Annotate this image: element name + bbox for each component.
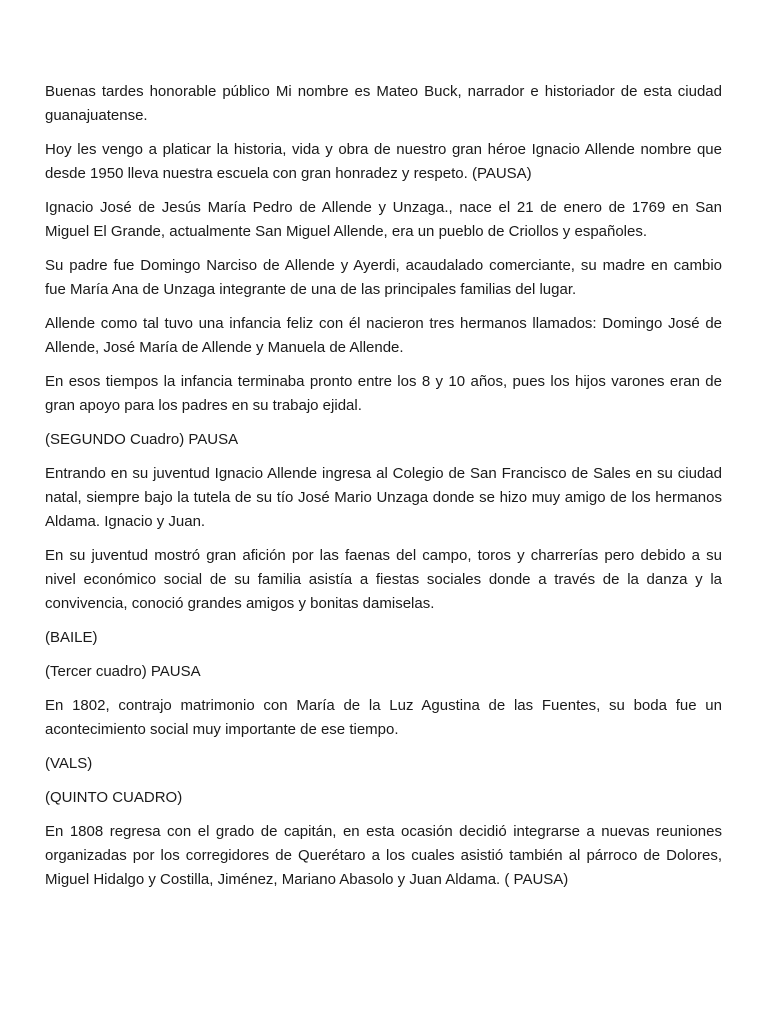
paragraph-childhood: En esos tiempos la infancia terminaba pronto entre los 8 y 10 años, pues los hijos varones eran de gran apoyo para los padres en su trabajo ejidal. xyxy=(45,373,722,414)
paragraph-youth-school: Entrando en su juventud Ignacio Allende ingresa al Colegio de San Francisco de Sales en su ciudad natal, siempre bajo la tutela de su tío José Mario Unzaga donde se hizo muy amigo de los hermanos Aldama. Ignacio y Juan. xyxy=(45,465,722,530)
paragraph-captain: En 1808 regresa con el grado de capitán, en esta ocasión decidió integrarse a nuevas reuniones organizadas por los corregidores de Querétaro a los cuales asistió también al párroco de Dolores, Miguel Hidalgo y Costilla, Jiménez, Mariano Abasolo y Juan Aldama. ( PAUSA) xyxy=(45,823,722,888)
paragraph-birth: Ignacio José de Jesús María Pedro de Allende y Unzaga., nace el 21 de enero de 1769 en San Miguel El Grande, actualmente San Miguel Allende, era un pueblo de Criollos y españoles. xyxy=(45,199,722,240)
paragraph-parents: Su padre fue Domingo Narciso de Allende y Ayerdi, acaudalado comerciante, su madre en cambio fue María Ana de Unzaga integrante de una de las principales familias del lugar. xyxy=(45,257,722,298)
paragraph-intro: Buenas tardes honorable público Mi nombre es Mateo Buck, narrador e historiador de esta ciudad guanajuatense. xyxy=(45,83,722,124)
paragraph-siblings: Allende como tal tuvo una infancia feliz con él nacieron tres hermanos llamados: Domingo José de Allende, José María de Allende y Manuela de Allende. xyxy=(45,315,722,356)
paragraph-stage-direction-fifth: (QUINTO CUADRO) xyxy=(45,789,183,806)
paragraph-marriage: En 1802, contrajo matrimonio con María de la Luz Agustina de las Fuentes, su boda fue un acontecimiento social muy importante de ese tiempo. xyxy=(45,697,722,738)
paragraph-topic: Hoy les vengo a platicar la historia, vida y obra de nuestro gran héroe Ignacio Allende nombre que desde 1950 lleva nuestra escuela con gran honradez y respeto. (PAUSA) xyxy=(45,141,722,182)
paragraph-youth-hobbies: En su juventud mostró gran afición por las faenas del campo, toros y charrerías pero debido a su nivel económico social de su familia asistía a fiestas sociales donde a través de la danza y la convivencia, conoció grandes amigos y bonitas damiselas. xyxy=(45,547,722,612)
document-body xyxy=(45,80,722,902)
paragraph-stage-direction-dance: (BAILE) xyxy=(45,629,98,646)
paragraph-stage-direction-waltz: (VALS) xyxy=(45,755,93,772)
paragraph-stage-direction-second: (SEGUNDO Cuadro) PAUSA xyxy=(45,431,239,448)
paragraph-stage-direction-third: (Tercer cuadro) PAUSA xyxy=(45,663,201,680)
